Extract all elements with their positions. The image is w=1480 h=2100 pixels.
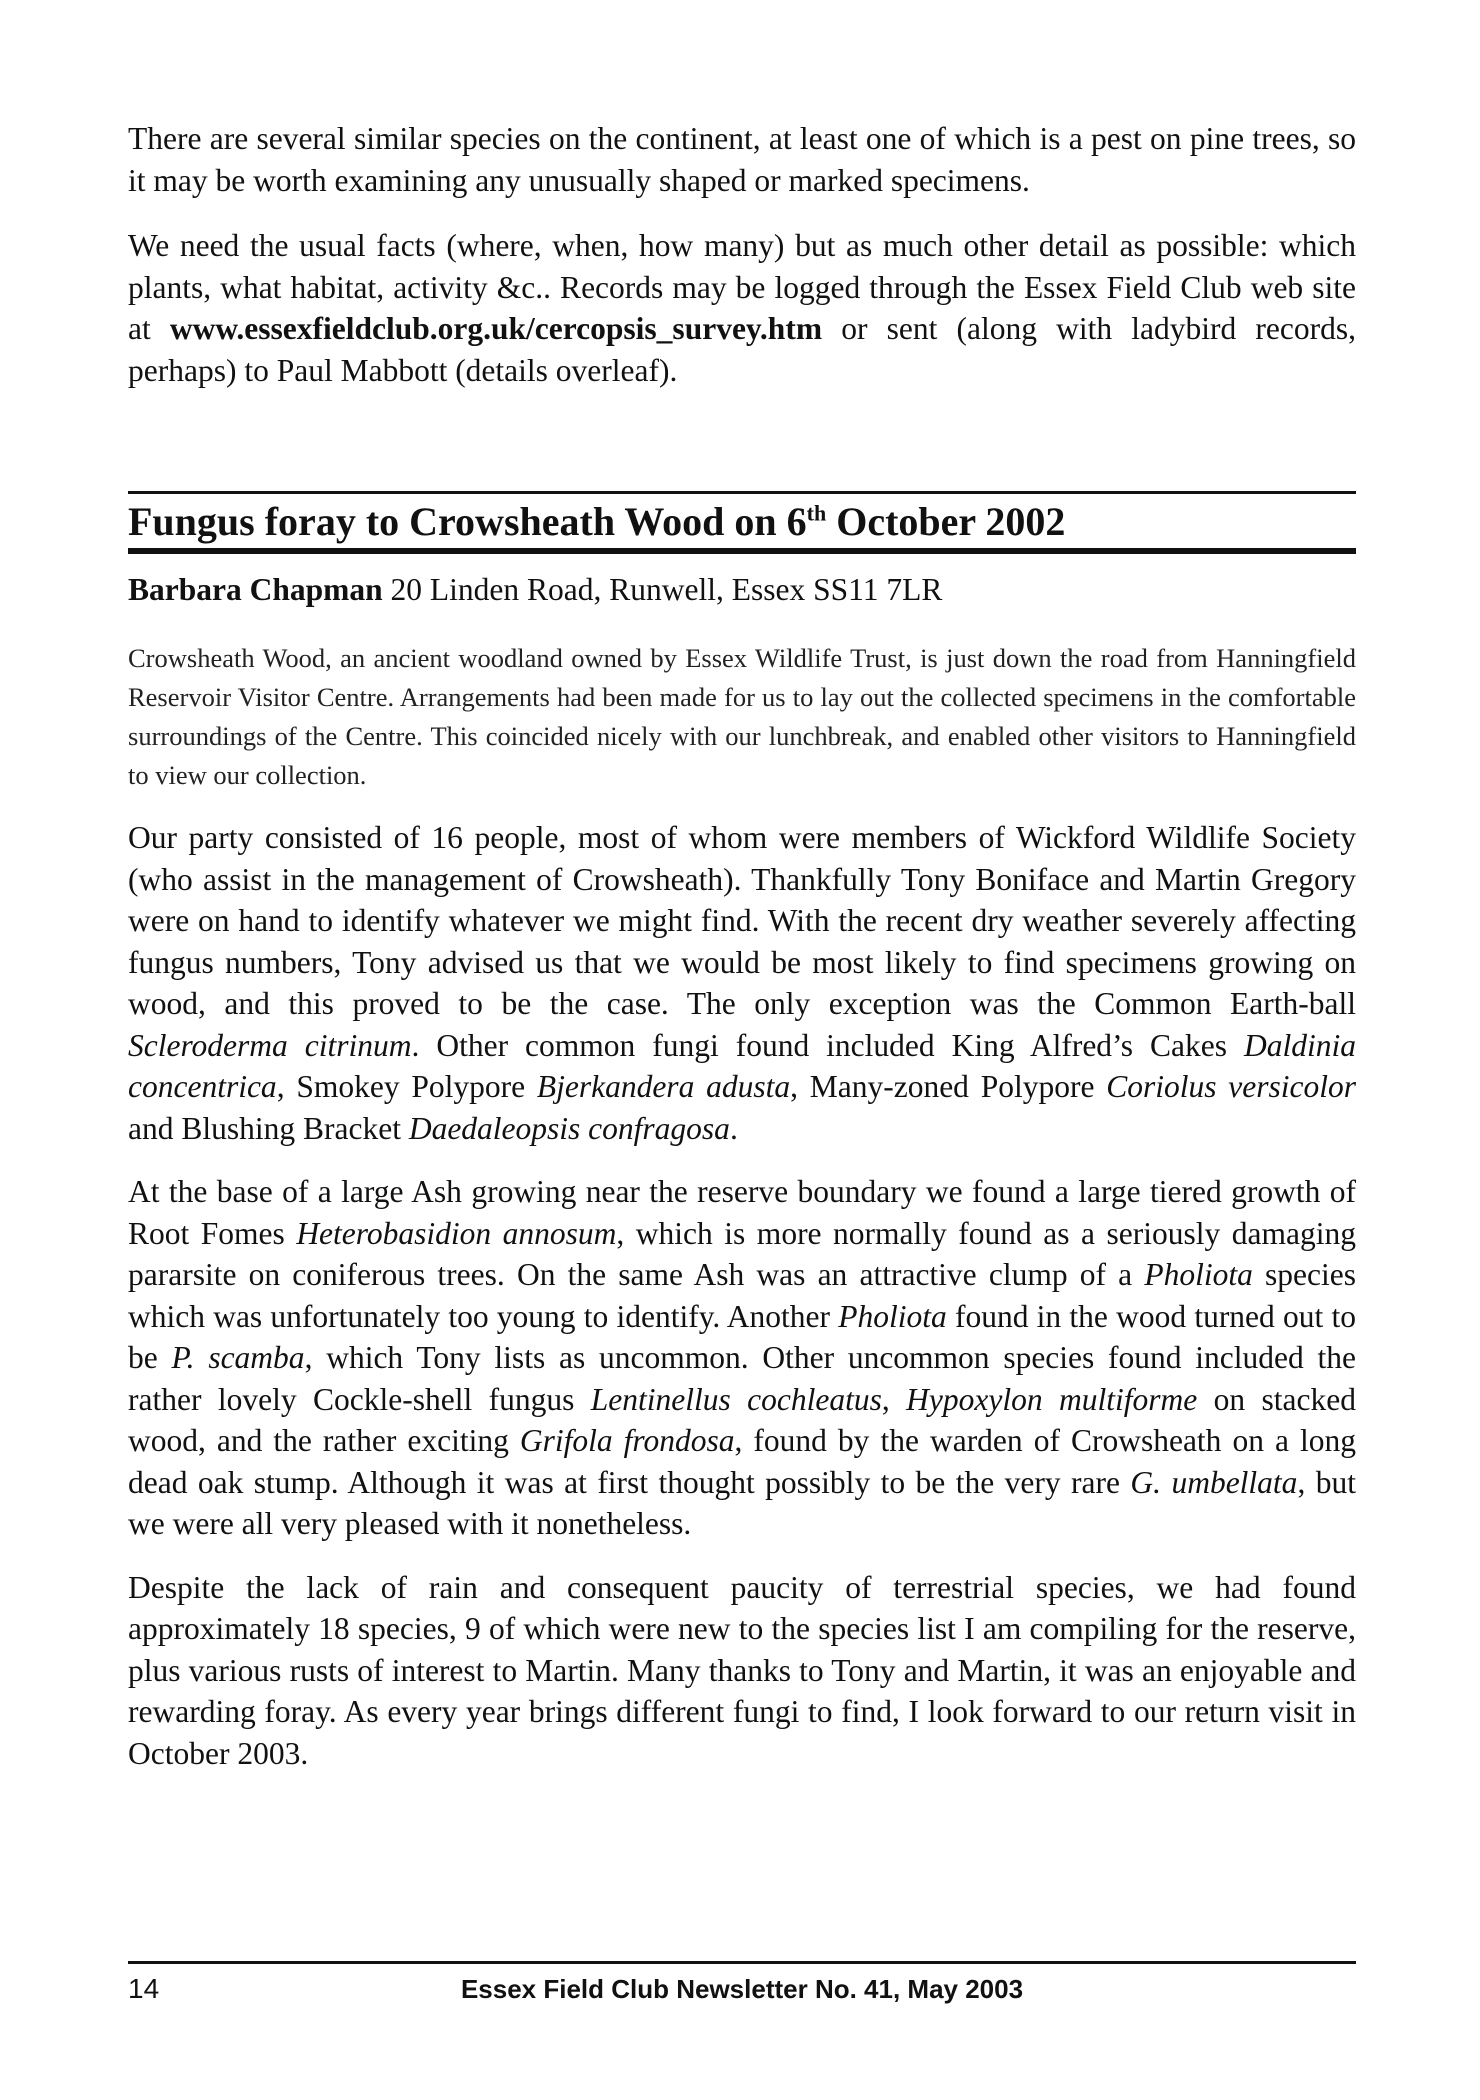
paragraph-similar-species: There are several similar species on the continent, at least one of which is a pest on pine trees, so it may be worth examining any unusually shaped or marked specimens.	[128, 121, 1356, 198]
records-text-start: We need the usual facts (where, when, how many) but as much other detail as possible: which plants, what habitat, activity &c.. Records may be logged through the Essex Field Club web site at	[128, 228, 1356, 346]
paragraph-party	[128, 817, 1356, 1149]
text-run: , Many-zoned Polypore	[790, 1069, 1107, 1104]
article-title-main: Fungus foray to Crowsheath Wood on 6	[128, 499, 807, 544]
species-name: Daedaleopsis confragosa	[408, 1110, 730, 1146]
text-run: , Smokey Polypore	[276, 1069, 537, 1104]
article-intro: Crowsheath Wood, an ancient woodland owned by Essex Wildlife Trust, is just down the road from Hanningfield Reservoir Visitor Centre. Arrangements had been made for us to lay out the collected specimens in the comfortable surroundings of the Centre. This coincided nicely with our lunchbreak, and enabled other visitors to Hanningfield to view our collection.	[128, 643, 1356, 790]
article-title-end: October 2002	[826, 499, 1066, 544]
text-run: , which is more normally found as a seriously damaging pararsite on coniferous trees. On the same Ash was an attractive clump of a	[128, 1215, 1357, 1292]
page-number: 14	[128, 1973, 160, 2004]
text-run: .	[729, 1110, 738, 1146]
author-name: Barbara Chapman	[128, 572, 383, 607]
heading-top-rule	[128, 491, 1356, 494]
text-run: , but we were all very pleased with it nonetheless.	[128, 1464, 1356, 1541]
article-body	[128, 639, 1356, 1774]
text-run: Our party consisted of 16 people, most of whom were members of Wickford Wildlife Society (who assist in the management of Crowsheath). Thankfully Tony Boniface and Martin Gregory were on hand to identify whatever we might find. With the recent dry weather severely affecting fungus numbers, Tony advised us that we would be most likely to find specimens growing on wood, and this proved to be the case. The only exception was the Common Earth-ball	[128, 820, 1356, 1021]
text-run: found in the wood turned out to be	[128, 1298, 1356, 1375]
paragraph-conclusion: Despite the lack of rain and consequent paucity of terrestrial species, we had found approximately 18 species, 9 of which were new to the species list I am compiling for the reserve, plus various rusts of interest to Martin. Many thanks to Tony and Martin, it was an enjoyable and rewarding foray. As every year brings different fungi to find, I look forward to our return visit in October 2003.	[128, 1569, 1356, 1771]
species-name: Pholiota	[1144, 1257, 1253, 1292]
species-name: Scleroderma citrinum	[128, 1027, 412, 1063]
paragraph-records-request	[128, 225, 1356, 391]
paragraph-ash-tree	[128, 1171, 1356, 1545]
previous-article-continuation	[128, 118, 1356, 391]
footer-rule	[128, 1961, 1356, 1964]
text-run: At the base of a large Ash growing near the reserve boundary we found a large tiered growth of Root Fomes	[128, 1174, 1356, 1251]
text-run: species which was unfortunately too young to identify. Another	[128, 1257, 1357, 1334]
text-run: . Other common fungi found included King Alfred’s Cakes	[411, 1027, 1244, 1063]
species-name: Daldinia concentrica	[128, 1027, 1356, 1104]
species-name: Bjerkandera adusta	[536, 1069, 791, 1104]
species-name: Hypoxylon multiforme	[906, 1381, 1198, 1417]
text-run: and Blushing Bracket	[128, 1110, 409, 1146]
article-author	[128, 570, 1356, 610]
text-run: , which Tony lists as uncommon. Other uncommon species found included the rather lovely Cockle-shell fungus	[128, 1340, 1357, 1417]
records-text-end: or sent (along with ladybird records, perhaps) to Paul Mabbott (details overleaf).	[128, 311, 1356, 388]
species-name: Pholiota	[838, 1298, 947, 1334]
species-name: P. scamba	[171, 1340, 305, 1375]
footer-title: Essex Field Club Newsletter No. 41, May 2003	[460, 1974, 1024, 2004]
article-title	[128, 498, 1356, 546]
species-name: Heterobasidion annosum	[296, 1215, 617, 1251]
article-title-superscript: th	[806, 500, 827, 526]
species-name: Lentinellus cochleatus	[590, 1381, 882, 1417]
text-run: , found by the warden of Crowsheath on a long dead oak stump. Although it was at first thought possibly to be the very rare	[128, 1423, 1356, 1500]
survey-url-link[interactable]: www.essexfieldclub.org.uk/cercopsis_survey.htm	[169, 311, 823, 346]
species-name: G. umbellata	[1130, 1464, 1298, 1500]
text-run: on stacked wood, and the rather exciting	[128, 1381, 1356, 1458]
species-name: Grifola frondosa	[519, 1423, 735, 1458]
species-name: Coriolus versicolor	[1106, 1069, 1356, 1104]
heading-bottom-rule	[128, 548, 1356, 554]
author-address: 20 Linden Road, Runwell, Essex SS11 7LR	[382, 572, 943, 607]
text-run: ,	[881, 1381, 907, 1417]
